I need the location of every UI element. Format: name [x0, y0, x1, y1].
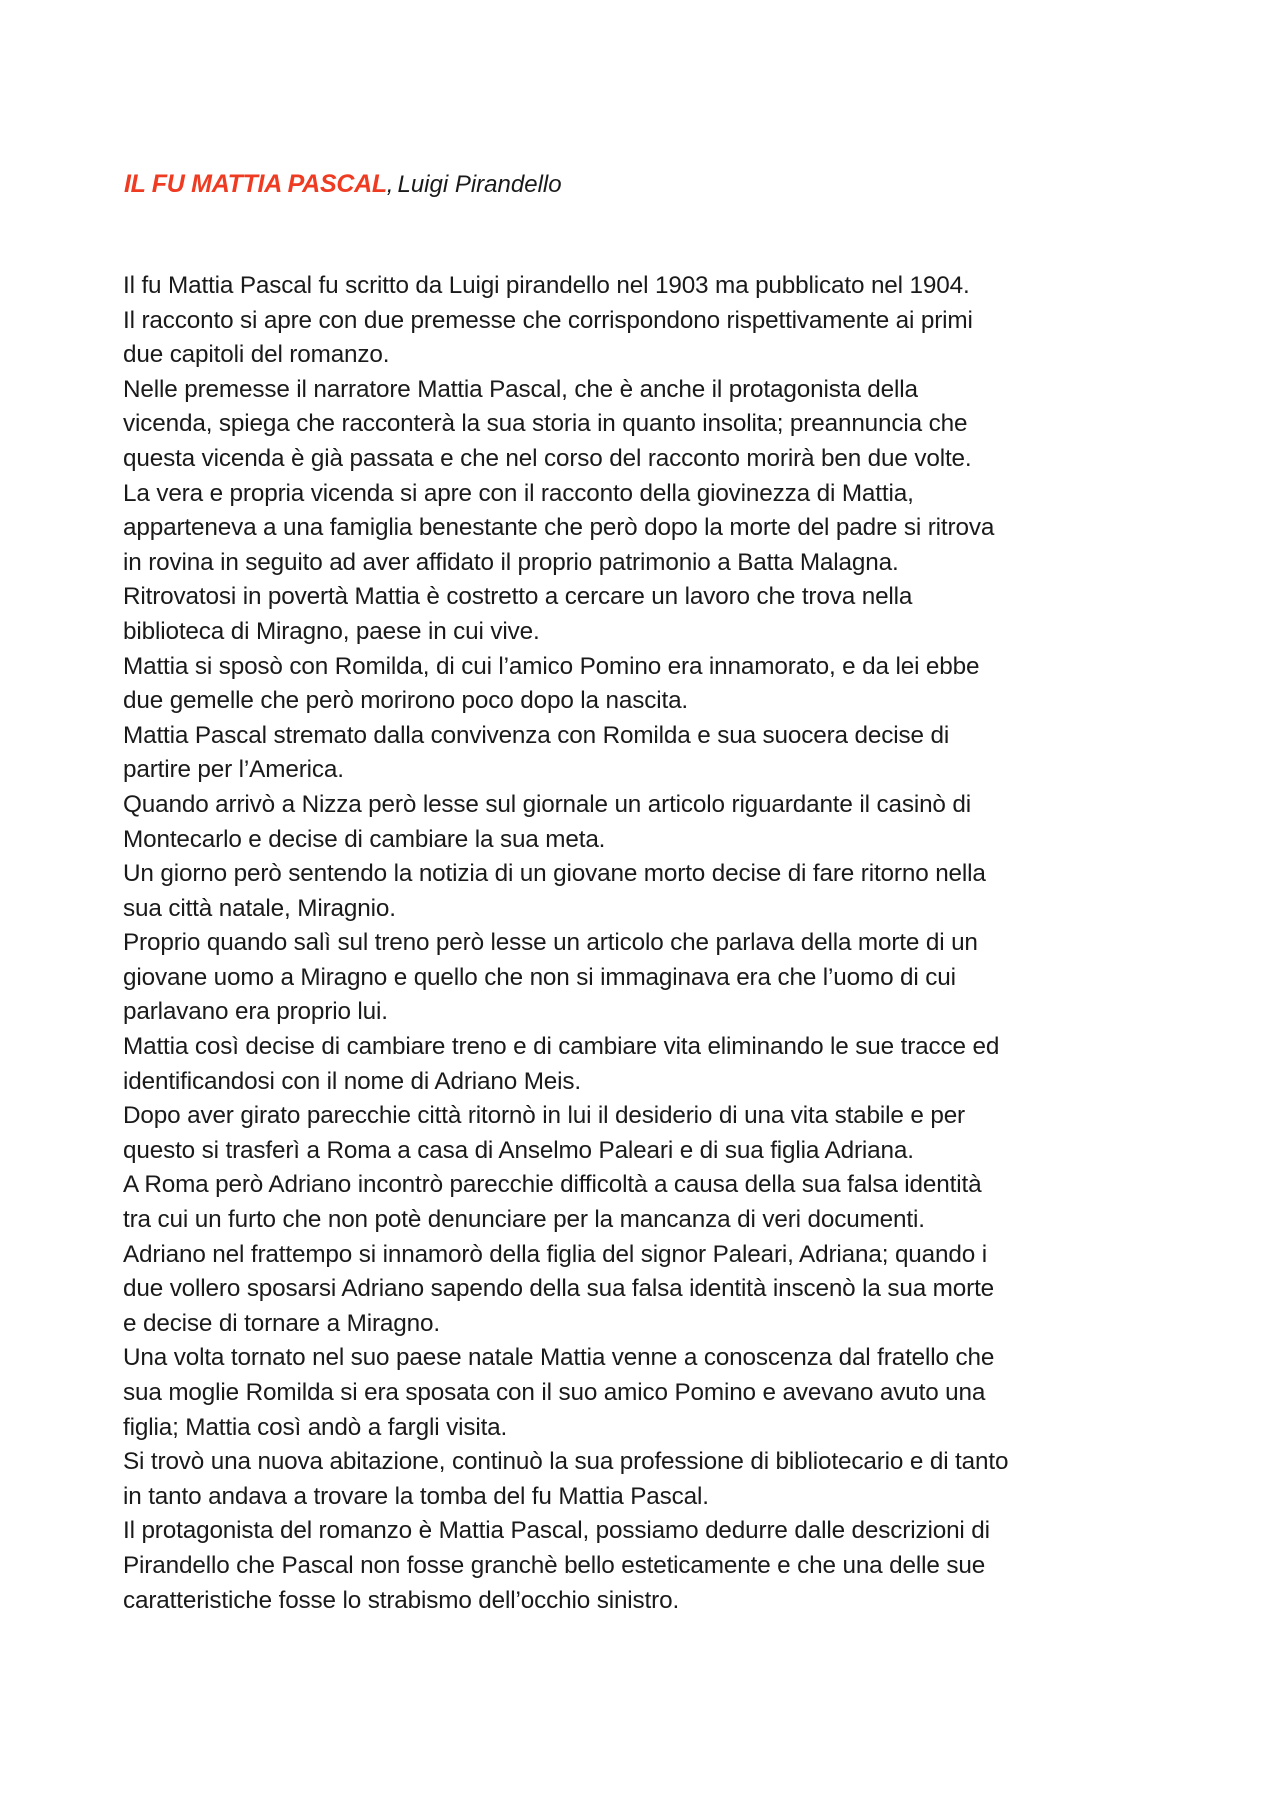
text-line: due vollero sposarsi Adriano sapendo della sua falsa identità inscenò la sua morte	[123, 1275, 995, 1303]
text-line: partire per l’America.	[123, 756, 344, 784]
text-line: questa vicenda è già passata e che nel corso del racconto morirà ben due volte.	[123, 444, 972, 472]
text-line: Si trovò una nuova abitazione, continuò la sua professione di bibliotecario e di tanto	[123, 1448, 1009, 1476]
text-line: giovane uomo a Miragno e quello che non si immaginava era che l’uomo di cui	[123, 963, 956, 991]
document-body	[123, 269, 1183, 1618]
text-line: Un giorno però sentendo la notizia di un giovane morto decise di fare ritorno nella	[123, 860, 986, 888]
text-line: Ritrovatosi in povertà Mattia è costretto a cercare un lavoro che trova nella	[123, 583, 913, 611]
text-line: Adriano nel frattempo si innamorò della figlia del signor Paleari, Adriana; quando i	[123, 1240, 987, 1268]
text-line: in rovina in seguito ad aver affidato il proprio patrimonio a Batta Malagna.	[123, 548, 899, 576]
title-separator: ,	[386, 171, 394, 198]
text-line: biblioteca di Miragno, paese in cui vive.	[123, 617, 540, 645]
text-line: Il fu Mattia Pascal fu scritto da Luigi pirandello nel 1903 ma pubblicato nel 1904.	[123, 272, 970, 299]
text-line: due capitoli del romanzo.	[123, 341, 390, 369]
text-line: sua città natale, Miragnio.	[123, 894, 396, 922]
text-line: Dopo aver girato parecchie città ritornò in lui il desiderio di una vita stabile e per	[123, 1102, 965, 1130]
text-line: sua moglie Romilda si era sposata con il suo amico Pomino e avevano avuto una	[123, 1379, 986, 1406]
text-line: Il racconto si apre con due premesse che corrispondono rispettivamente ai primi	[123, 306, 973, 334]
text-line: A Roma però Adriano incontrò parecchie difficoltà a causa della sua falsa identità	[123, 1171, 982, 1199]
text-line: Pirandello che Pascal non fosse granchè bello esteticamente e che una delle sue	[123, 1551, 986, 1579]
text-line: parlavano era proprio lui.	[123, 998, 388, 1026]
text-line: figlia; Mattia così andò a fargli visita.	[123, 1413, 508, 1441]
text-line: Quando arrivò a Nizza però lesse sul giornale un articolo riguardante il casinò di	[123, 790, 972, 818]
text-line: Mattia Pascal stremato dalla convivenza con Romilda e sua suocera decise di	[123, 721, 950, 749]
text-line: in tanto andava a trovare la tomba del fu Mattia Pascal.	[123, 1482, 709, 1510]
text-line: due gemelle che però morirono poco dopo la nascita.	[123, 687, 689, 715]
text-line: Mattia si sposò con Romilda, di cui l’amico Pomino era innamorato, e da lei ebbe	[123, 652, 980, 680]
text-line: La vera e propria vicenda si apre con il racconto della giovinezza di Mattia,	[123, 479, 914, 507]
text-line: apparteneva a una famiglia benestante che però dopo la morte del padre si ritrova	[123, 514, 995, 542]
text-line: tra cui un furto che non potè denunciare per la mancanza di veri documenti.	[123, 1206, 925, 1234]
text-line: e decise di tornare a Miragno.	[123, 1309, 440, 1337]
text-line: Mattia così decise di cambiare treno e di cambiare vita eliminando le sue tracce ed	[123, 1033, 1000, 1061]
text-line: Montecarlo e decise di cambiare la sua meta.	[123, 825, 606, 853]
text-line: Nelle premesse il narratore Mattia Pascal, che è anche il protagonista della	[123, 375, 918, 403]
document-author: Luigi Pirandello	[397, 171, 562, 198]
text-line: vicenda, spiega che racconterà la sua storia in quanto insolita; preannuncia che	[123, 410, 968, 438]
text-line: caratteristiche fosse lo strabismo dell’occhio sinistro.	[123, 1586, 680, 1614]
text-line: Una volta tornato nel suo paese natale Mattia venne a conoscenza dal fratello che	[123, 1344, 995, 1372]
text-line: identificandosi con il nome di Adriano Meis.	[123, 1067, 581, 1095]
text-line: questo si trasferì a Roma a casa di Anselmo Paleari e di sua figlia Adriana.	[123, 1136, 914, 1164]
document-heading	[124, 166, 562, 206]
text-line: Proprio quando salì sul treno però lesse un articolo che parlava della morte di un	[123, 929, 978, 957]
document-title: IL FU MATTIA PASCAL	[124, 170, 387, 198]
text-line: Il protagonista del romanzo è Mattia Pascal, possiamo dedurre dalle descrizioni di	[123, 1517, 990, 1545]
